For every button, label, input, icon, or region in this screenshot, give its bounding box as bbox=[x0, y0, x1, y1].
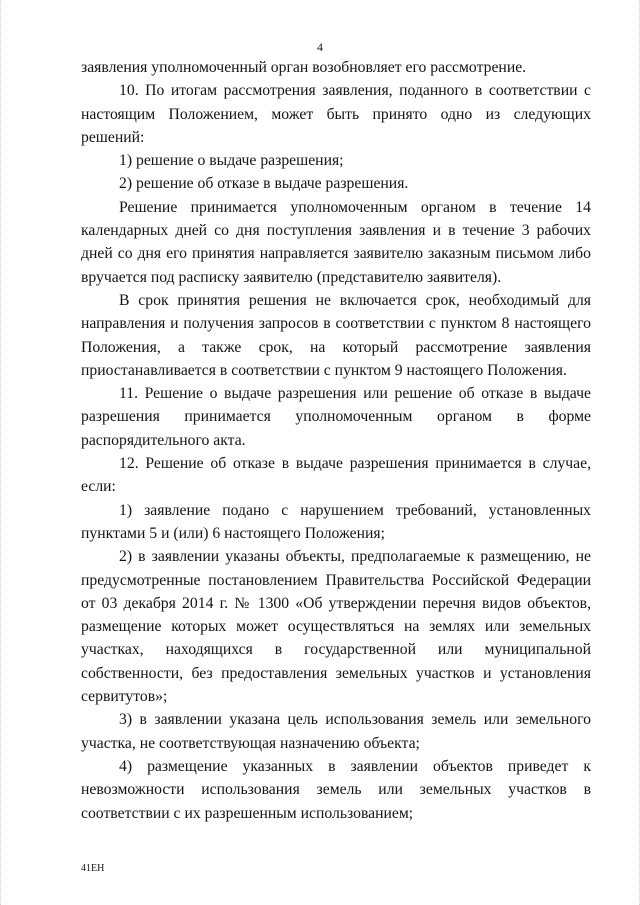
paragraph: 11. Решение о выдаче разрешения или решение об отказе в выдаче разрешения принимается уполномоченным органом в форме распорядительного акта. bbox=[81, 385, 591, 449]
page-number: 4 bbox=[317, 40, 323, 54]
paragraph: Решение принимается уполномоченным органом в течение 14 календарных дней со дня поступления заявления и в течение 3 рабочих дней со дня его принятия направляется заявителю заказным письмом либо вручается под расписку заявителю (представителю заявителя). bbox=[81, 198, 591, 286]
document-body bbox=[81, 56, 591, 825]
paragraph: 10. По итогам рассмотрения заявления, поданного в соответствии с настоящим Положением, может быть принято одно из следующих решений: bbox=[81, 82, 591, 146]
paragraph: 4) размещение указанных в заявлении объектов приведет к невозможности использования земель или земельных участков в соответствии с их разрешенным использованием; bbox=[81, 757, 591, 822]
paragraph: 1) заявление подано с нарушением требований, установленных пунктами 5 и (или) 6 настоящего Положения; bbox=[81, 501, 591, 542]
paragraph: 12. Решение об отказе в выдаче разрешения принимается в случае, если: bbox=[81, 455, 591, 496]
paragraph: 2) решение об отказе в выдаче разрешения. bbox=[119, 175, 409, 193]
footer-code: 41ЕН bbox=[81, 863, 105, 874]
paragraph: 1) решение о выдаче разрешения; bbox=[119, 152, 344, 170]
paragraph: 3) в заявлении указана цель использования земель или земельного участка, не соответствующая назначению объекта; bbox=[81, 711, 591, 752]
paragraph: заявления уполномоченный орган возобновляет его рассмотрение. bbox=[81, 59, 527, 76]
paragraph: В срок принятия решения не включается срок, необходимый для направления и получения запросов в соответствии с пунктом 8 настоящего Положения, а также срок, на который рассмотрение заявления приостанавливается в соответствии с пунктом 9 настоящего Положения. bbox=[81, 291, 591, 379]
paragraph: 2) в заявлении указаны объекты, предполагаемые к размещению, не предусмотренные постановлением Правительства Российской Федерации от 03 декабря 2014 г. № 1300 «Об утверждении перечня видов объектов, размещение которых может осуществляться на землях или земельных участках, находящихся в государственной или муниципальной собственности, без предоставления земельных участков и установления сервитутов»; bbox=[81, 548, 591, 706]
